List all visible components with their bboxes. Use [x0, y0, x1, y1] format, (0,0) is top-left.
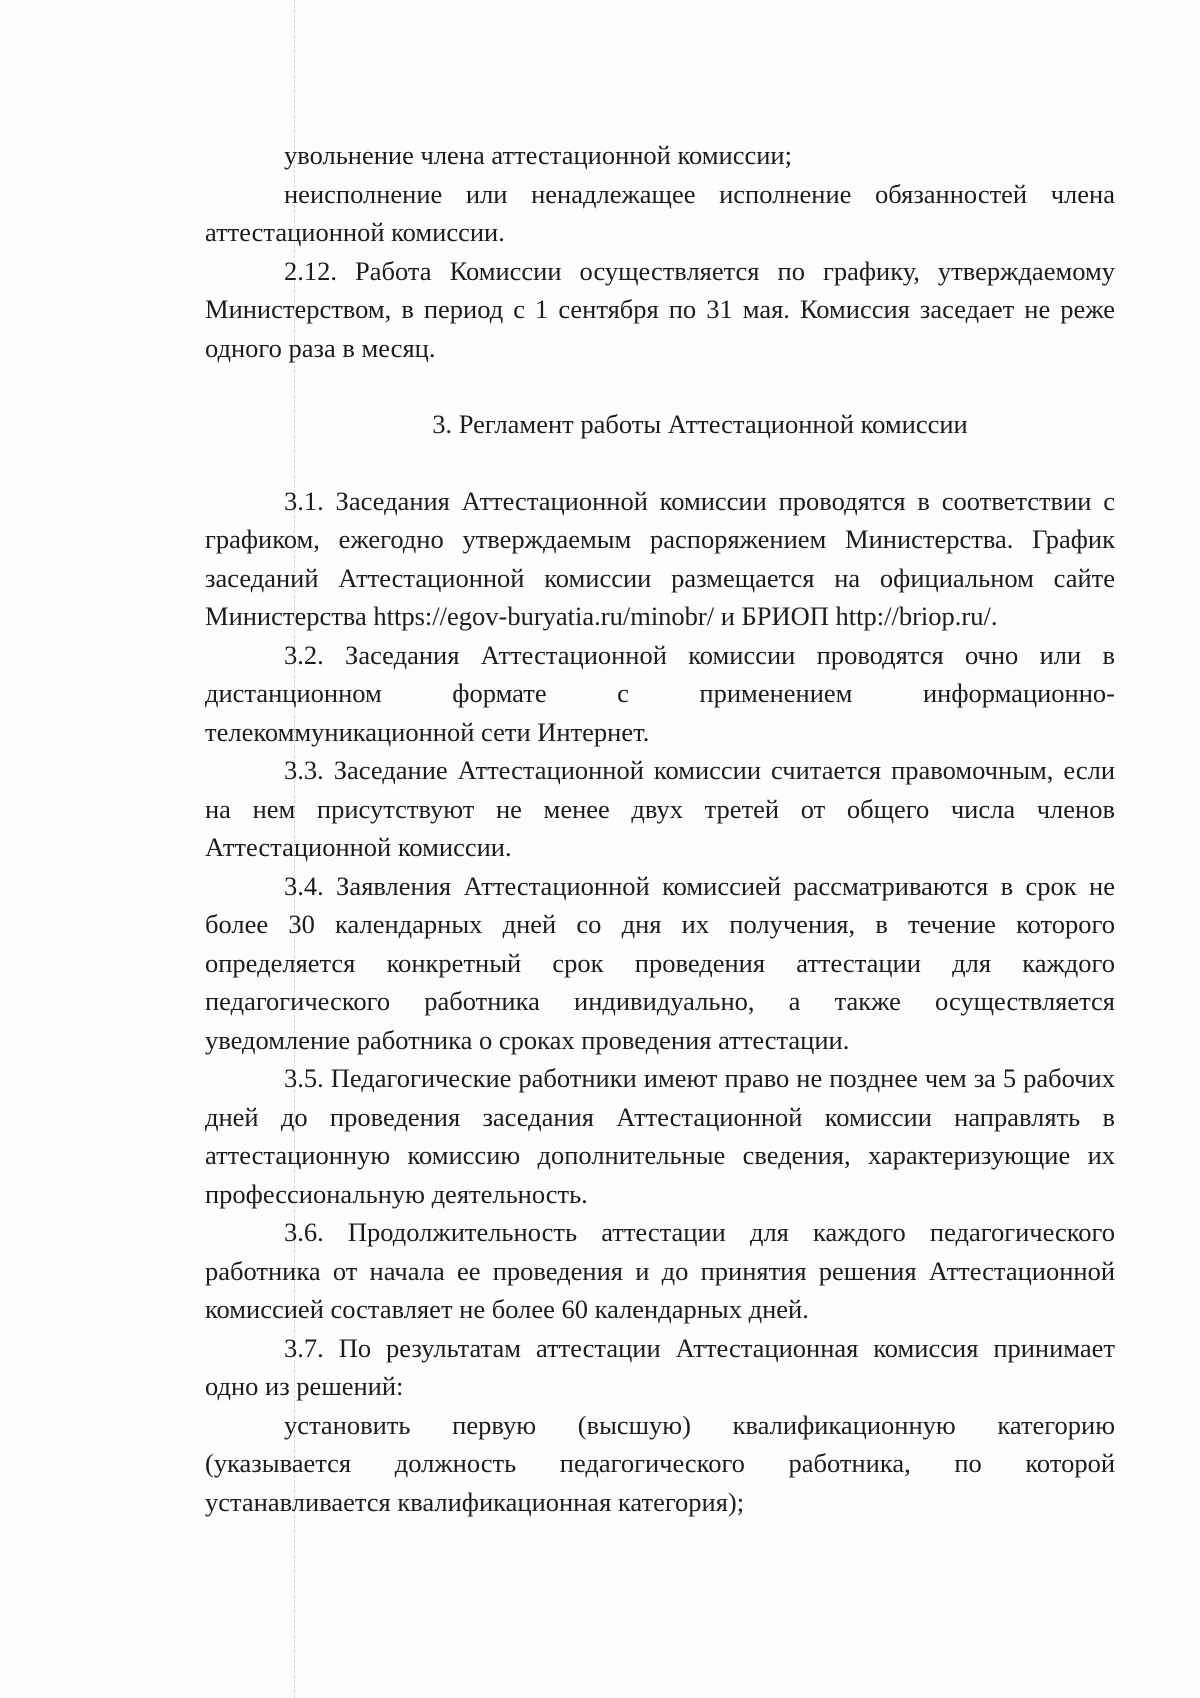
paragraph-3-3: 3.3. Заседание Аттестационной комиссии считается правомочным, если на нем присутствуют не менее двух третей от общего числа членов Аттестационной комиссии.	[205, 755, 1115, 862]
paragraph-3-6: 3.6. Продолжительность аттестации для каждого педагогического работника от начала ее проведения и до принятия решения Аттестационной комиссией составляет не более 60 календарных дней.	[205, 1217, 1115, 1324]
paragraph-3-1: 3.1. Заседания Аттестационной комиссии проводятся в соответствии с графиком, ежегодно утверждаемым распоряжением Министерства. График заседаний Аттестационной комиссии размещается на официальном сайте Министерства https://egov-buryatia.ru/minobr/ и БРИОП http://briop.ru/.	[205, 485, 1115, 631]
paragraph-3-2: 3.2. Заседания Аттестационной комиссии проводятся очно или в дистанционном формате с применением информационно-телекоммуникационной сети Интернет.	[205, 639, 1115, 747]
paragraph-3-5: 3.5. Педагогические работники имеют право не позднее чем за 5 рабочих дней до проведения заседания Аттестационной комиссии направлять в аттестационную комиссию дополнительные сведения, характеризующие их профессиональную деятельность.	[205, 1063, 1115, 1209]
paragraph-dismissal: увольнение члена аттестационной комиссии;	[284, 140, 792, 170]
document-body	[205, 136, 1115, 1521]
paragraph-nonperformance: неисполнение или ненадлежащее исполнение обязанностей члена аттестационной комиссии.	[205, 178, 1115, 247]
section-3-heading: 3. Регламент работы Аттестационной комиссии	[432, 409, 968, 439]
paragraph-3-7: 3.7. По результатам аттестации Аттестационная комиссия принимает одно из решений:	[205, 1332, 1115, 1401]
paragraph-decision-first-category: установить первую (высшую) квалификационную категорию (указывается должность педагогического работника, по которой устанавливается квалификационная категория);	[205, 1409, 1115, 1517]
paragraph-2-12: 2.12. Работа Комиссии осуществляется по графику, утверждаемому Министерством, в период с 1 сентября по 31 мая. Комиссия заседает не реже одного раза в месяц.	[205, 255, 1115, 363]
paragraph-3-4: 3.4. Заявления Аттестационной комиссией рассматриваются в срок не более 30 календарных дней со дня их получения, в течение которого определяется конкретный срок проведения аттестации для каждого педагогического работника индивидуально, а также осуществляется уведомление работника о сроках проведения аттестации.	[205, 870, 1115, 1055]
